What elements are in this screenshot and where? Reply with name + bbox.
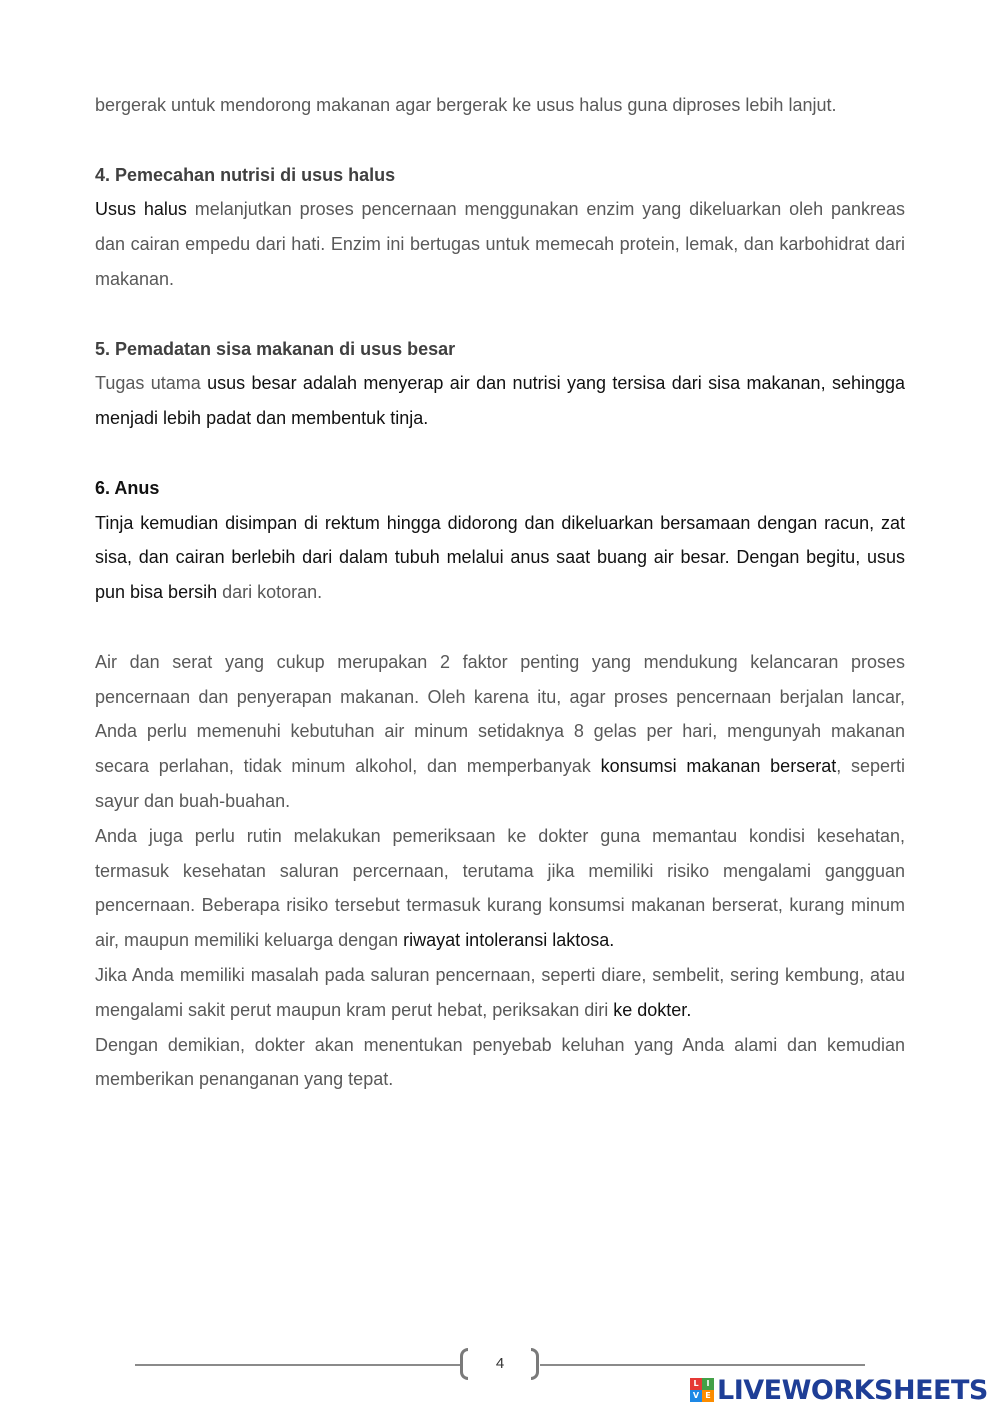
closing-p2-text: Anda juga perlu rutin melakukan pemeriksaan ke dokter guna memantau kondisi kesehatan, termasuk kesehatan saluran percernaan, terutama jika memiliki risiko mengalami gangguan pencernaan. Beberapa risiko tersebut termasuk kurang konsumsi makanan berserat, kurang minum air, maupun memiliki keluarga dengan [95,825,905,951]
section5-paragraph [95,366,905,436]
liveworksheets-logo-icon [690,1378,714,1402]
closing-p3-tail: . [686,999,692,1020]
spacer [95,297,905,332]
section4-text: melanjutkan proses pencernaan menggunakan enzim yang dikeluarkan oleh pankreas dan cairan empedu dari hati. Enzim ini bertugas untuk memecah protein, lemak, dan karbohidrat dari makanan. [95,199,906,289]
logo-letter-l: L [690,1378,702,1390]
closing-p4-text: Dengan demikian, dokter akan menentukan penyebab keluhan yang Anda alami dan kemudian memberikan penanganan yang tepat. [95,1034,905,1090]
closing-p3-text: Jika Anda memiliki masalah pada saluran pencernaan, seperti diare, sembelit, sering kembung, atau mengalami sakit perut maupun kram perut hebat, periksakan diri [95,964,905,1020]
section4-heading: 4. Pemecahan nutrisi di usus halus [95,164,396,185]
section5-heading: 5. Pemadatan sisa makanan di usus besar [95,338,456,359]
section4-paragraph [95,192,905,296]
section4-link[interactable]: Usus halus [95,199,187,220]
closing-p2-link[interactable]: riwayat intoleransi laktosa [403,930,610,951]
section5-text: usus besar adalah menyerap air dan nutrisi yang tersisa dari sisa makanan, sehingga menjadi lebih padat dan membentuk tinja. [95,373,906,429]
page-number: 4 [495,1355,505,1372]
footer-bracket-left [460,1348,468,1380]
closing-p3-link[interactable]: ke dokter [613,999,687,1020]
spacer [95,610,905,645]
closing-p1-link[interactable]: konsumsi makanan berserat [600,756,837,777]
footer-rule-left [135,1364,460,1366]
spacer [95,436,905,471]
section6-heading: 6. Anus [95,477,160,498]
document-body [95,88,905,1097]
closing-paragraph-4 [95,1028,905,1098]
liveworksheets-watermark [690,1375,988,1405]
section6-tail: dari kotoran. [217,582,323,603]
closing-p1-text: Air dan serat yang cukup merupakan 2 faktor penting yang mendukung kelancaran proses pencernaan dan penyerapan makanan. Oleh karena itu, agar proses pencernaan berjalan lancar, Anda perlu memenuhi kebutuhan air minum setidaknya 8 gelas per hari, mengunyah makanan secara perlahan, tidak minum alkohol, dan memperbanyak [95,651,905,777]
closing-paragraph-2 [95,819,905,958]
spacer [95,123,905,158]
closing-p1-tail: , seperti sayur dan buah-buahan. [95,756,906,811]
logo-letter-v: V [690,1390,702,1402]
footer-rule-right [540,1364,865,1366]
logo-letter-e: E [702,1390,714,1402]
closing-paragraph-1 [95,645,905,819]
intro-continuation: bergerak untuk mendorong makanan agar bergerak ke usus halus guna diproses lebih lanjut. [95,95,837,115]
liveworksheets-wordmark: LIVEWORKSHEETS [717,1374,988,1406]
closing-p2-tail: . [609,930,615,951]
logo-letter-i: I [702,1378,714,1390]
footer-bracket-right [531,1348,539,1380]
section6-text: Tinja kemudian disimpan di rektum hingga didorong dan dikeluarkan bersamaan dengan racun, zat sisa, dan cairan berlebih dari dalam tubuh melalui anus saat buang air besar. Dengan begitu, usus pun bisa bersih [95,512,905,603]
closing-paragraph-3 [95,958,905,1028]
section6-paragraph [95,506,905,610]
section5-lead: Tugas utama [95,373,208,394]
